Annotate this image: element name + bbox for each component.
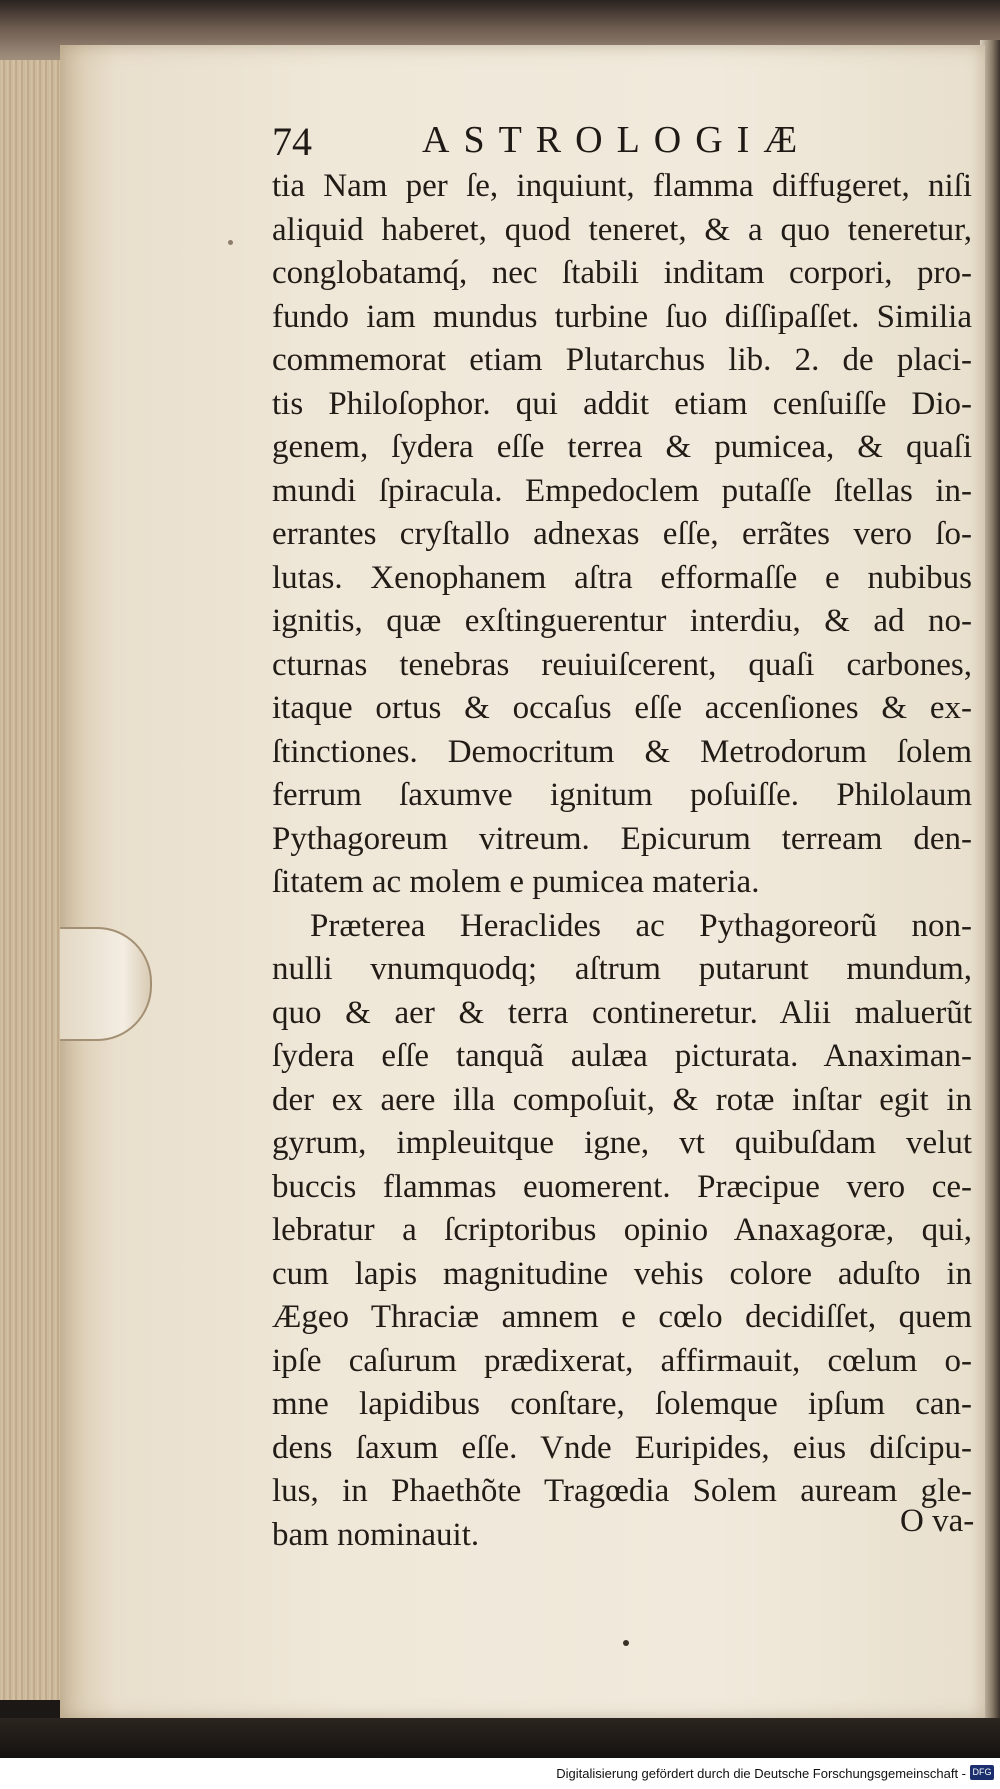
paper-speck bbox=[228, 240, 233, 245]
text-line: mundi ſpiracula. Empedoclem putaſſe ſtellas in- bbox=[272, 472, 972, 509]
paper-speck bbox=[623, 1640, 629, 1646]
text-line: aliquid haberet, quod teneret, & a quo teneretur, bbox=[272, 211, 972, 248]
text-line: mne lapidibus conſtare, ſolemque ipſum can- bbox=[272, 1386, 972, 1422]
text-line: itaque ortus & occaſus eſſe accenſiones & ex- bbox=[272, 690, 972, 726]
scan-background-bottom bbox=[0, 1718, 1000, 1758]
text-line: der ex aere illa compoſuit, & rotæ inſtar egit in bbox=[272, 1081, 972, 1118]
text-line: commemorat etiam Plutarchus lib. 2. de placi- bbox=[272, 342, 972, 378]
text-line: genem, ſydera eſſe terrea & pumicea, & quaſi bbox=[272, 429, 972, 465]
running-head: ASTROLOGIÆ bbox=[422, 119, 812, 161]
text-line: lus, in Phaethõte Tragœdia Solem auream gle- bbox=[272, 1473, 972, 1509]
text-line: dens ſaxum eſſe. Vnde Euripides, eius diſcipu- bbox=[272, 1429, 972, 1466]
text-line: ferrum ſaxumve ignitum poſuiſſe. Philolaum bbox=[272, 777, 972, 813]
text-line: ſitatem ac molem e pumicea materia. bbox=[272, 864, 760, 900]
text-line: nulli vnumquodq; aſtrum putarunt mundum, bbox=[272, 951, 972, 987]
text-line: lebratur a ſcriptoribus opinio Anaxagoræ, qui, bbox=[272, 1212, 972, 1248]
text-line: Pythagoreum vitreum. Epicurum terream den- bbox=[272, 820, 972, 857]
digitization-footer bbox=[0, 1758, 1000, 1789]
text-line: tia Nam per ſe, inquiunt, flamma diffugeret, niſi bbox=[272, 168, 972, 204]
text-line: cturnas tenebras reuiuiſcerent, quaſi carbones, bbox=[272, 646, 972, 683]
text-line: bam nominauit. bbox=[272, 1516, 480, 1553]
text-line: fundo iam mundus turbine ſuo diſſipaſſet. Similia bbox=[272, 298, 972, 335]
dfg-logo: DFG bbox=[970, 1765, 994, 1780]
text-line: ignitis, quæ exſtinguerentur interdiu, & ad no- bbox=[272, 603, 972, 639]
text-line: conglobatamq́, nec ſtabili inditam corpori, pro- bbox=[272, 255, 972, 291]
text-line: tis Philoſophor. qui addit etiam cenſuiſſe Dio- bbox=[272, 385, 972, 422]
text-line: buccis flammas euomerent. Præcipue vero ce- bbox=[272, 1168, 972, 1205]
text-line: errantes cryſtallo adnexas eſſe, errãtes vero ſo- bbox=[272, 516, 972, 552]
funding-credit: Digitalisierung gefördert durch die Deutsche Forschungsgemeinschaft - bbox=[556, 1766, 966, 1781]
text-line: quo & aer & terra contineretur. Alii maluerũt bbox=[272, 994, 972, 1031]
page-clip-tab bbox=[60, 927, 152, 1041]
text-line: ſtinctiones. Democritum & Metrodorum ſolem bbox=[272, 733, 972, 770]
page-number: 74 bbox=[272, 119, 312, 164]
text-line: ſydera eſſe tanquã aulæa picturata. Anaximan- bbox=[272, 1038, 972, 1074]
catchword: O va- bbox=[900, 1503, 975, 1539]
text-line: cum lapis magnitudine vehis colore aduſto in bbox=[272, 1255, 972, 1292]
text-line: lutas. Xenophanem aſtra efformaſſe e nubibus bbox=[272, 559, 972, 596]
text-line: Præterea Heraclides ac Pythagoreorũ non- bbox=[310, 907, 972, 944]
text-line: ipſe caſurum prædixerat, affirmauit, cœlum o- bbox=[272, 1342, 972, 1379]
body-text bbox=[272, 165, 975, 1557]
text-line: Ægeo Thraciæ amnem e cœlo decidiſſet, quem bbox=[272, 1299, 972, 1335]
text-line: gyrum, impleuitque igne, vt quibuſdam velut bbox=[272, 1125, 972, 1161]
